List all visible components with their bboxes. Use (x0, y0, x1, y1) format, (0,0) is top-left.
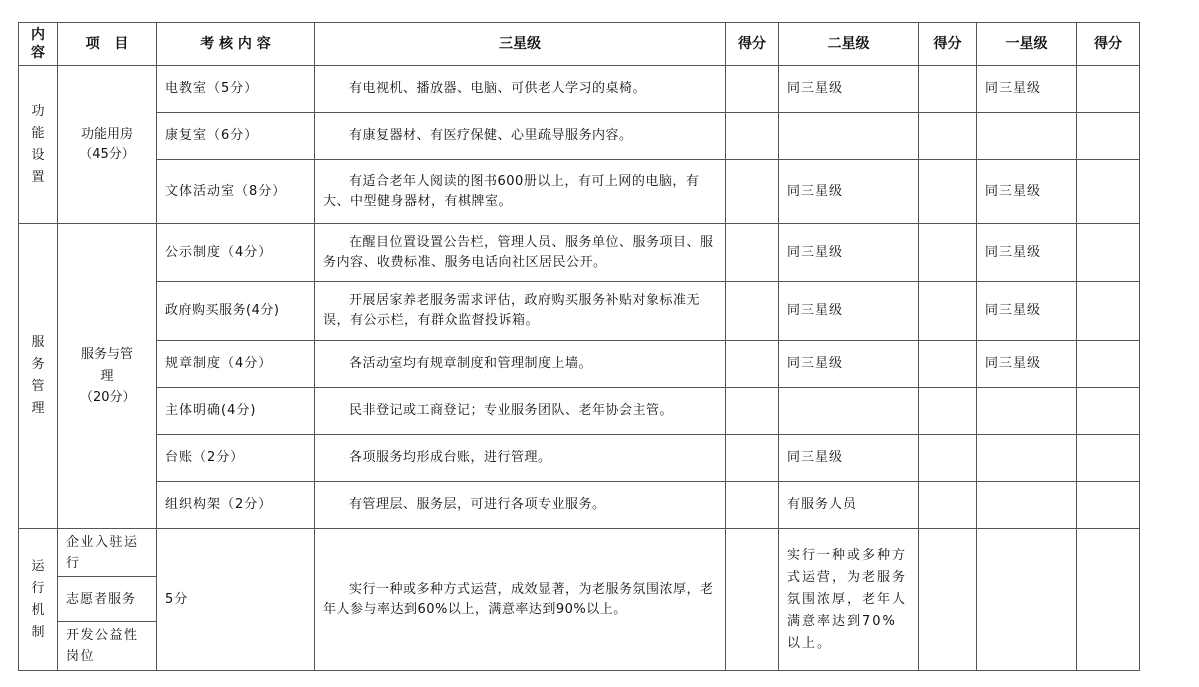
three-star-cell: 各项服务均形成台账，进行管理。 (315, 435, 726, 482)
three-star-cell: 各活动室均有规章制度和管理制度上墙。 (315, 341, 726, 388)
three-star-cell: 有管理层、服务层，可进行各项专业服务。 (315, 482, 726, 529)
header-row (19, 23, 1140, 66)
three-star-cell: 有适合老年人阅读的图书600册以上，有可上网的电脑，有大、中型健身器材，有棋牌室。 (315, 160, 726, 224)
table-row (19, 482, 1140, 529)
evaluation-table (18, 22, 1140, 671)
score-cell[interactable] (1077, 529, 1140, 671)
group-service (58, 224, 157, 529)
score-cell[interactable] (726, 160, 779, 224)
item-cell: 台账（2分） (157, 435, 315, 482)
item-cell: 组织构架（2分） (157, 482, 315, 529)
score-cell[interactable] (1077, 388, 1140, 435)
item-cell: 规章制度（4分） (157, 341, 315, 388)
table-row (19, 435, 1140, 482)
score-cell[interactable] (919, 435, 977, 482)
item-cell: 康复室（6分） (157, 113, 315, 160)
three-star-cell: 有康复器材、有医疗保健、心里疏导服务内容。 (315, 113, 726, 160)
score-cell[interactable] (726, 224, 779, 282)
score-cell[interactable] (919, 224, 977, 282)
header-item: 项 目 (58, 23, 157, 66)
operation-item: 开发公益性岗位 (58, 622, 157, 671)
operation-item: 志愿者服务 (58, 577, 157, 622)
two-star-cell: 有服务人员 (779, 482, 919, 529)
group-function-name: 功能用房 (80, 126, 133, 142)
group-function (58, 66, 157, 224)
score-cell[interactable] (726, 388, 779, 435)
section-label-operation: 运行机制 (19, 529, 58, 671)
table-row (19, 113, 1140, 160)
score-cell[interactable] (919, 341, 977, 388)
header-score-3: 得分 (1077, 23, 1140, 66)
score-cell[interactable] (726, 66, 779, 113)
one-star-cell (977, 529, 1077, 671)
section-label-service: 服务管理 (19, 224, 58, 529)
three-star-cell: 开展居家养老服务需求评估，政府购买服务补贴对象标准无误，有公示栏，有群众监督投诉箱。 (315, 282, 726, 341)
table-row (19, 341, 1140, 388)
operation-points: 5分 (157, 529, 315, 671)
score-cell[interactable] (1077, 282, 1140, 341)
header-score-2: 得分 (919, 23, 977, 66)
two-star-cell: 同三星级 (779, 282, 919, 341)
score-cell[interactable] (919, 482, 977, 529)
score-cell[interactable] (726, 529, 779, 671)
three-star-cell: 民非登记或工商登记；专业服务团队、老年协会主管。 (315, 388, 726, 435)
three-star-cell: 在醒目位置设置公告栏，管理人员、服务单位、服务项目、服务内容、收费标准、服务电话向社区居民公开。 (315, 224, 726, 282)
one-star-cell: 同三星级 (977, 341, 1077, 388)
two-star-cell: 同三星级 (779, 435, 919, 482)
group-service-name: 服务与管 理 (80, 347, 133, 384)
score-cell[interactable] (1077, 224, 1140, 282)
one-star-cell (977, 113, 1077, 160)
two-star-cell (779, 113, 919, 160)
header-score-1: 得分 (726, 23, 779, 66)
score-cell[interactable] (919, 529, 977, 671)
one-star-cell: 同三星级 (977, 282, 1077, 341)
item-cell: 文体活动室（8分） (157, 160, 315, 224)
score-cell[interactable] (919, 388, 977, 435)
operation-item: 企业入驻运行 (58, 529, 157, 577)
header-content: 内容 (19, 23, 58, 66)
two-star-cell: 同三星级 (779, 66, 919, 113)
score-cell[interactable] (1077, 435, 1140, 482)
group-service-points: （20分） (80, 390, 136, 405)
table-row (19, 224, 1140, 282)
score-cell[interactable] (726, 341, 779, 388)
score-cell[interactable] (726, 482, 779, 529)
table-row (19, 529, 1140, 577)
score-cell[interactable] (726, 282, 779, 341)
one-star-cell: 同三星级 (977, 66, 1077, 113)
score-cell[interactable] (1077, 66, 1140, 113)
three-star-cell: 有电视机、播放器、电脑、可供老人学习的桌椅。 (315, 66, 726, 113)
table-row (19, 282, 1140, 341)
score-cell[interactable] (1077, 160, 1140, 224)
header-two-star: 二星级 (779, 23, 919, 66)
table-row (19, 388, 1140, 435)
table-row (19, 160, 1140, 224)
item-cell: 政府购买服务(4分) (157, 282, 315, 341)
header-three-star: 三星级 (315, 23, 726, 66)
section-label-function: 功能设置 (19, 66, 58, 224)
item-cell: 主体明确(4分) (157, 388, 315, 435)
group-function-points: （45分） (79, 146, 135, 162)
two-star-cell (779, 388, 919, 435)
table-row (19, 66, 1140, 113)
operation-three-star: 实行一种或多种方式运营，成效显著，为老服务氛围浓厚，老年人参与率达到60%以上，满意率达到90%以上。 (315, 529, 726, 671)
one-star-cell (977, 435, 1077, 482)
two-star-cell: 同三星级 (779, 224, 919, 282)
score-cell[interactable] (919, 282, 977, 341)
score-cell[interactable] (726, 113, 779, 160)
operation-two-star: 实行一种或多种方式运营，为老服务氛围浓厚，老年人满意率达到70%以上。 (779, 529, 919, 671)
score-cell[interactable] (919, 160, 977, 224)
score-cell[interactable] (1077, 482, 1140, 529)
item-cell: 电教室（5分） (157, 66, 315, 113)
score-cell[interactable] (919, 66, 977, 113)
one-star-cell (977, 388, 1077, 435)
header-one-star: 一星级 (977, 23, 1077, 66)
score-cell[interactable] (1077, 113, 1140, 160)
header-assessment: 考 核 内 容 (157, 23, 315, 66)
two-star-cell: 同三星级 (779, 341, 919, 388)
score-cell[interactable] (1077, 341, 1140, 388)
score-cell[interactable] (726, 435, 779, 482)
one-star-cell (977, 482, 1077, 529)
one-star-cell: 同三星级 (977, 224, 1077, 282)
item-cell: 公示制度（4分） (157, 224, 315, 282)
two-star-cell: 同三星级 (779, 160, 919, 224)
score-cell[interactable] (919, 113, 977, 160)
one-star-cell: 同三星级 (977, 160, 1077, 224)
